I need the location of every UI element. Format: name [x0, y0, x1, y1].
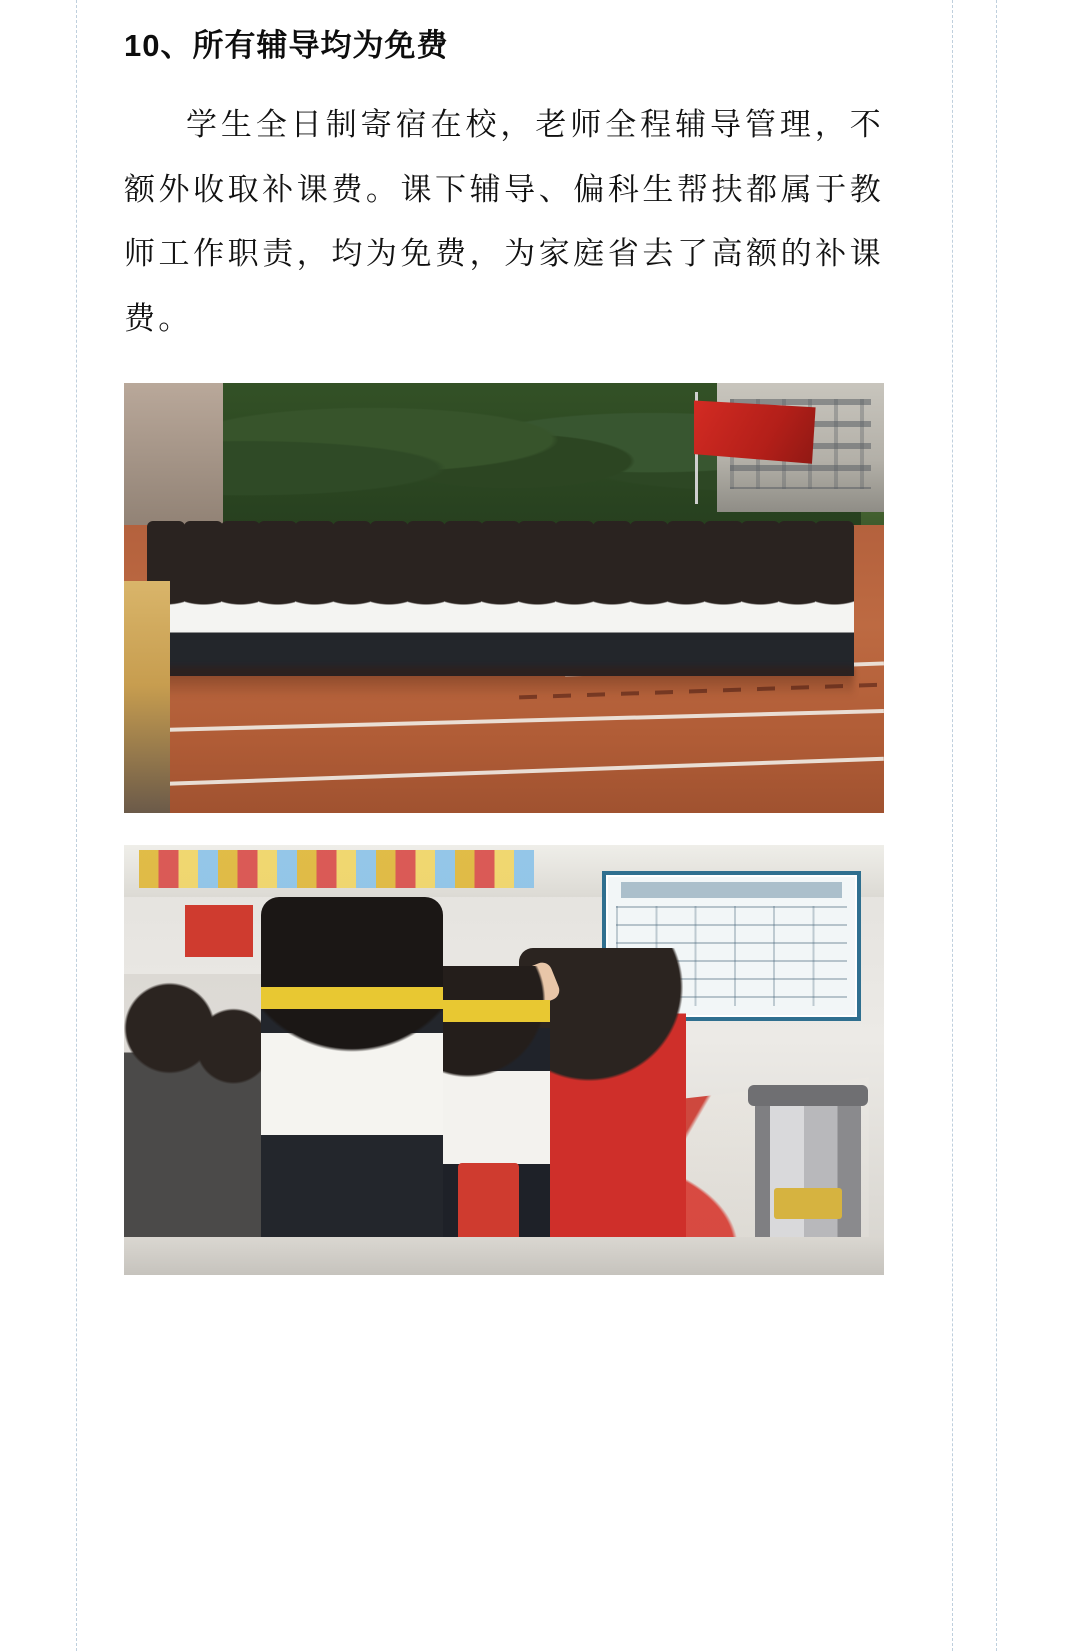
right-margin-guide: [952, 0, 953, 1651]
student-group: [147, 521, 861, 676]
foreground-person: [124, 581, 170, 813]
red-poster: [185, 905, 253, 957]
student-girl: [261, 897, 443, 1275]
colored-banner-strip: [139, 850, 534, 889]
uniform-stripe-girl: [261, 987, 443, 1009]
photo-running-track: [124, 383, 884, 813]
section-heading: 10、所有辅导均为免费: [124, 28, 449, 63]
building-left: [124, 383, 223, 538]
figure-students-running: [124, 383, 884, 813]
figure-students-greeting: [124, 845, 884, 1275]
ground-shadow: [154, 667, 853, 697]
left-margin-guide: [76, 0, 77, 1651]
outer-margin-guide: [996, 0, 997, 1651]
corridor-floor: [124, 1237, 884, 1276]
background-students: [124, 974, 276, 1275]
article-content: [124, 0, 884, 1275]
photo-indoor-greeting: [124, 845, 884, 1275]
body-paragraph: 学生全日制寄宿在校，老师全程辅导管理，不额外收取补课费。课下辅导、偏科生帮扶都属于教师工作职责，均为免费，为家庭省去了高额的补课费。: [124, 107, 884, 336]
